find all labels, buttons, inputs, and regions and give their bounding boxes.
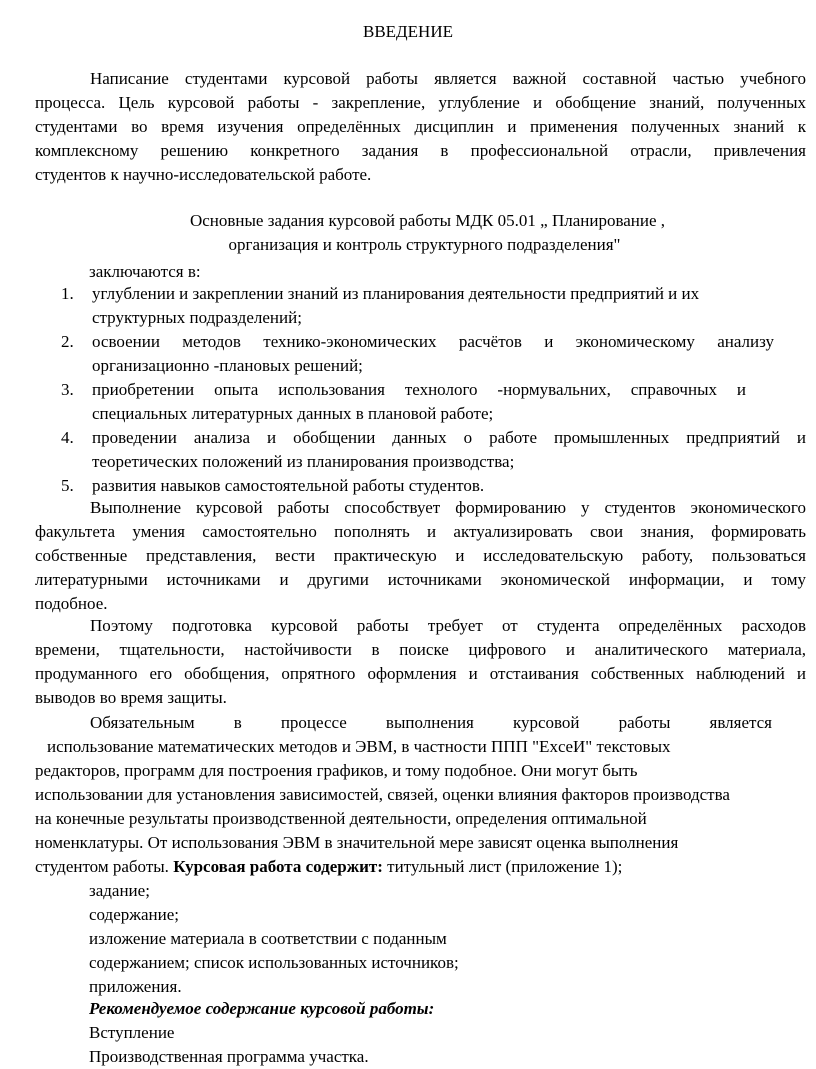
task-number: 3. [61,380,74,399]
intro-line: Написание студентами курсовой работы является важной составной частью учебного [90,69,806,88]
task-number: 4. [61,428,74,447]
intro-line: процесса. Цель курсовой работы - закрепление, углубление и обобщение знаний, полученных [35,93,806,112]
skills-line: собственные представления, вести практическую и исследовательскую работу, пользоваться [35,546,806,565]
math-line: Обязательным в процессе выполнения курсовой работы является [90,713,772,732]
contents-item: изложение материала в соответствии с поданным [89,929,447,948]
contents-item: содержанием; список использованных источников; [89,953,459,972]
intro-line: студентов к научно-исследовательской работе. [35,165,372,184]
recommended-item: Производственная программа участка. [89,1047,369,1066]
prep-line: Поэтому подготовка курсовой работы требует от студента определённых расходов [90,616,806,635]
recommended-title: Рекомендуемое содержание курсовой работы: [89,999,435,1018]
math-plain-text: студентом работы. [35,857,169,876]
prep-line: продуманного его обобщения, опрятного оформления и отстаивания собственных наблюдений и [35,664,806,683]
skills-line: Выполнение курсовой работы способствует формированию у студентов экономического [90,498,806,517]
intro-line: студентами во время изучения определённых дисциплин и применения полученных знаний к [35,117,806,136]
task-number: 1. [61,284,74,303]
tasks-title: организация и контроль структурного подразделения" [228,235,621,254]
math-line: использование математических методов и ЭВМ, в частности ППП "ExceИ" текстовых [47,737,671,756]
tasks-title: Основные задания курсовой работы МДК 05.01 „ Планирование , [189,211,666,230]
task-item: теоретических положений из планирования производства; [92,452,515,471]
math-line: номенклатуры. От использования ЭВМ в значительной мере зависят оценка выполнения [35,833,679,852]
recommended-item: Вступление [89,1023,175,1042]
skills-line: подобное. [35,594,108,613]
course-contents-label: Курсовая работа содержит: [173,857,383,876]
task-item: приобретении опыта использования технолого -нормувальних, справочных и [92,380,746,399]
task-item: структурных подразделений; [92,308,302,327]
task-item: развития навыков самостоятельной работы студентов. [92,476,485,495]
task-number: 2. [61,332,74,351]
task-item: углублении и закреплении знаний из планирования деятельности предприятий и их [92,284,700,303]
task-number: 5. [61,476,74,495]
skills-line: литературными источниками и другими источниками экономической информации, и тому [35,570,806,589]
page-heading: ВВЕДЕНИЕ [363,22,453,41]
skills-line: факультета умения самостоятельно пополнять и актуализировать свои знания, формировать [35,522,806,541]
task-item: проведении анализа и обобщении данных о работе промышленных предприятий и [92,428,806,447]
contents-item: приложения. [89,977,182,996]
math-rest-text: титульный лист (приложение 1); [387,857,623,876]
contents-item: содержание; [89,905,180,924]
prep-line: времени, тщательности, настойчивости в поиске цифрового и аналитического материала, [35,640,806,659]
task-item: организационно -плановых решений; [92,356,363,375]
task-item: специальных литературных данных в плановой работе; [92,404,494,423]
tasks-lead: заключаются в: [89,262,201,281]
math-line: использовании для установления зависимостей, связей, оценки влияния факторов производства [35,785,730,804]
math-line-last [35,855,622,879]
math-line: на конечные результаты производственной деятельности, определения оптимальной [35,809,647,828]
prep-line: выводов во время защиты. [35,688,227,707]
intro-line: комплексному решению конкретного задания в профессиональной отрасли, привлечения [35,141,806,160]
contents-item: задание; [89,881,150,900]
task-item: освоении методов технико-экономических расчётов и экономическому анализу [92,332,774,351]
math-line: редакторов, программ для построения графиков, и тому подобное. Они могут быть [35,761,638,780]
